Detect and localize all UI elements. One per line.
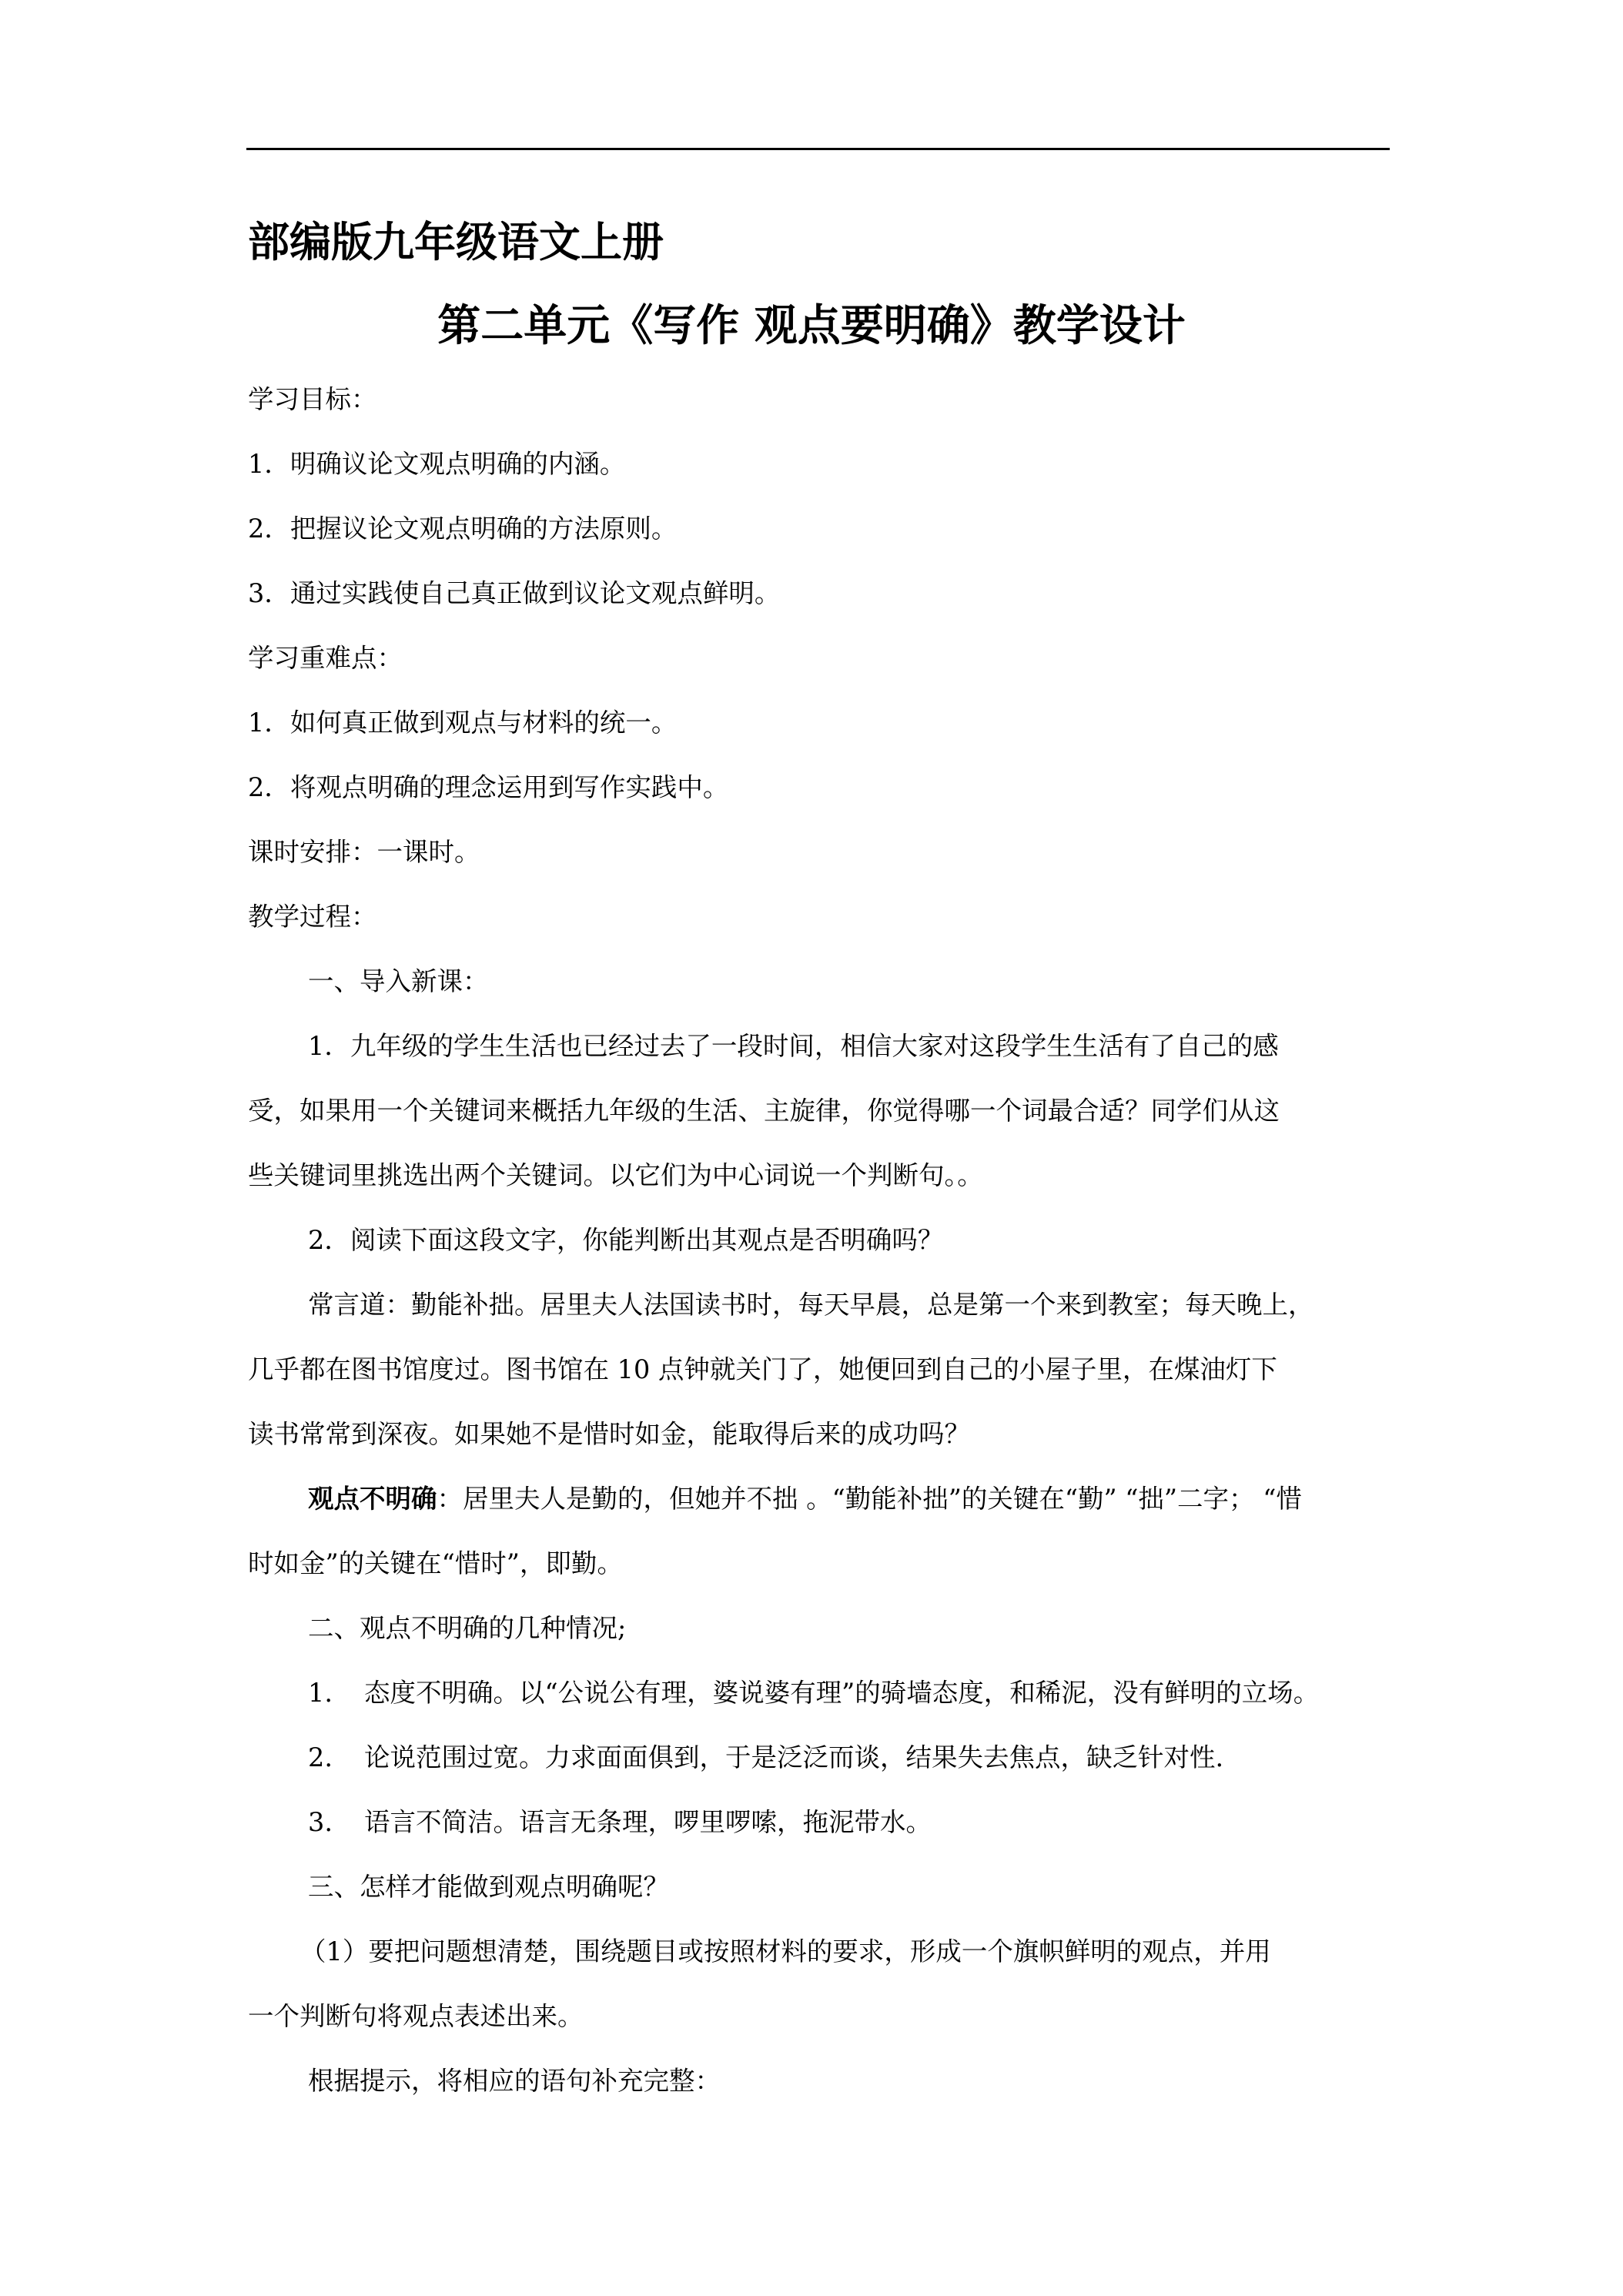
case-text: 态度不明确。以“公说公有理，婆说婆有理”的骑墙态度，和稀泥，没有鲜明的立场。 — [364, 1678, 1320, 1708]
document-subtitle: 第二单元《写作 观点要明确》教学设计 — [437, 301, 1186, 351]
process-heading: 教学过程： — [248, 902, 377, 932]
objectives-heading: 学习目标： — [248, 384, 377, 414]
point-1-line: （1）要把问题想清楚，围绕题目或按照材料的要求，形成一个旗帜鲜明的观点，并用 — [300, 1936, 1271, 1966]
analysis-text: ：居里夫人是勤的，但她并不拙 。“勤能补拙”的关键在“勤” “拙”二字； “惜 — [437, 1484, 1302, 1514]
case-item — [308, 1805, 932, 1840]
section-1-heading: 一、导入新课： — [308, 966, 489, 996]
key-point-item: 2．将观点明确的理念运用到写作实践中。 — [248, 772, 729, 802]
header-rule — [246, 148, 1390, 150]
analysis-line — [308, 1481, 1302, 1517]
paragraph-1-line: 1．九年级的学生生活也已经过去了一段时间，相信大家对这段学生生活有了自己的感 — [308, 1031, 1279, 1061]
key-point-item: 1．如何真正做到观点与材料的统一。 — [248, 708, 678, 738]
analysis-line-2: 时如金”的关键在“惜时”，即勤。 — [248, 1548, 623, 1578]
section-2-heading: 二、观点不明确的几种情况; — [308, 1613, 627, 1643]
quote-line: 常言道：勤能补拙。居里夫人法国读书时，每天早晨，总是第一个来到教室；每天晚上， — [308, 1290, 1314, 1320]
case-number: 1. — [308, 1678, 333, 1708]
paragraph-1-line: 些关键词里挑选出两个关键词。以它们为中心词说一个判断句。。 — [248, 1160, 983, 1190]
objective-item: 1．明确议论文观点明确的内涵。 — [248, 449, 626, 479]
fill-in-prompt: 根据提示，将相应的语句补充完整： — [308, 2066, 721, 2096]
quote-line: 读书常常到深夜。如果她不是惜时如金，能取得后来的成功吗？ — [248, 1419, 970, 1449]
case-item — [308, 1740, 1223, 1776]
case-number: 3. — [308, 1807, 333, 1837]
objective-item: 2．把握议论文观点明确的方法原则。 — [248, 514, 678, 544]
analysis-label: 观点不明确 — [308, 1484, 437, 1514]
key-points-heading: 学习重难点： — [248, 643, 403, 673]
paragraph-1-line: 受，如果用一个关键词来概括九年级的生活、主旋律，你觉得哪一个词最合适？同学们从这 — [248, 1096, 1280, 1126]
case-text: 论说范围过宽。力求面面俱到，于是泛泛而谈，结果失去焦点，缺乏针对性. — [364, 1742, 1224, 1772]
paragraph-2: 2．阅读下面这段文字，你能判断出其观点是否明确吗？ — [308, 1225, 944, 1255]
case-text: 语言不简洁。语言无条理，啰里啰嗦，拖泥带水。 — [364, 1807, 932, 1837]
objective-item: 3．通过实践使自己真正做到议论文观点鲜明。 — [248, 578, 781, 608]
section-3-heading: 三、怎样才能做到观点明确呢？ — [308, 1872, 669, 1902]
point-1-line: 一个判断句将观点表述出来。 — [248, 2001, 584, 2031]
document-title: 部编版九年级语文上册 — [248, 218, 664, 266]
case-item — [308, 1675, 1319, 1711]
quote-line: 几乎都在图书馆度过。图书馆在 10 点钟就关门了，她便回到自己的小屋子里，在煤油灯下 — [248, 1354, 1277, 1384]
case-number: 2. — [308, 1742, 333, 1772]
schedule-line: 课时安排：一课时。 — [248, 837, 480, 867]
